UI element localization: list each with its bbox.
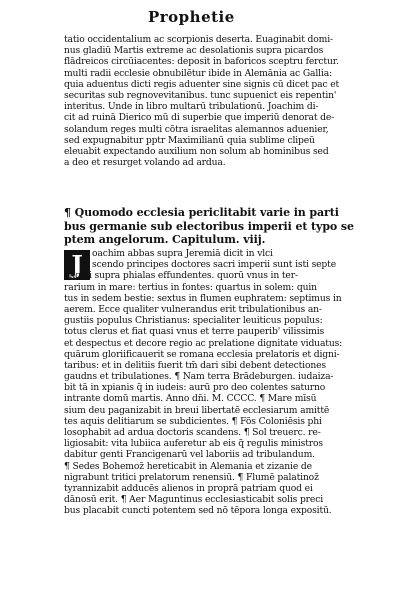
text-line: sed expugnabitur pptr Maximilianū quia sublime clipeū	[64, 134, 315, 146]
text-line: securitas sub regnovevitanibus. tunc supuenict eis repentin'	[64, 89, 337, 101]
text-line: ligiosabit: vita lubiica auferetur ab eis q̄ regulis ministros	[64, 438, 323, 450]
text-line: flādreicos circūiacentes: deposit in baforicos sceptru ferctur.	[64, 56, 339, 68]
text-line: tatio occidentalium ac scorpionis deserta. Euaginabit domi-	[64, 34, 333, 45]
text-line: angeli supra phialas effundentes. quorū vnus in ter-	[64, 270, 298, 282]
text-line: interitus. Unde in libro multarū tribulationū. Joachim di-	[64, 101, 319, 113]
upper-text-block	[64, 34, 364, 168]
text-line: bus placabit cuncti potentem sed nō tēpora longa expositū.	[64, 505, 332, 517]
chapter-heading	[64, 206, 364, 247]
text-line: eleuabit expectando auxilium non solum ab hominibus sed	[64, 145, 329, 157]
text-line: ¶ Sedes Bohemoz̄ hereticabit in Alemania et zizanie de	[64, 460, 312, 472]
text-line: cit ad ruinā Dierico mū di superbie que imperiū denorat de-	[64, 112, 335, 124]
text-line: solandum reges multi cōtra israelitas alemannos aduenier,	[64, 123, 329, 135]
text-line: gaudns et tribulationes. ¶ Nam terra Brādeburgen. iudaiza-	[64, 371, 334, 383]
running-head: Prophetie	[148, 8, 235, 26]
text-line: intrante domū martis. Anno dn̄i. M. CCCC. ¶ Mare mīsū	[64, 393, 317, 405]
text-line: taribus: et in delitiis fuerit tm̄ dari sibi debent detectiones	[64, 359, 326, 371]
text-line: tyrannizabit adducēs alienos in proprā patriam quod ei	[64, 482, 313, 494]
text-line: quia aduentus dicti regis aduenter sine signis cū dicet pac et	[64, 78, 340, 90]
text-line: multi radii ecclesie obnubilētur ibide in Alemānia ac Gallia:	[64, 67, 332, 79]
text-line: aerem. Ecce qualiter vulnerandus erit tribulationibus an-	[64, 303, 322, 315]
text-line: et despectus et decore regio ac prelatione dignitate viduatus:	[64, 337, 343, 349]
text-line: sium deu paganizabit in breui libertatē ecclesiarum amittē	[64, 404, 330, 416]
text-line: bit tā in xpianis q̄ in iudeis: aurū pro deo colentes saturno	[64, 382, 326, 394]
text-line: dānosū erit. ¶ Aer Maguntinus ecclesiasticabit solis preci	[64, 494, 323, 506]
text-line: tes aquis delitiarum se subdicientes. ¶ Fōs Coloniēsis phi	[64, 415, 322, 427]
text-line: nigrabunt tritici prelatorum renensiū. ¶ Flumē palatinoz̄	[64, 471, 319, 483]
body-text-block	[64, 248, 364, 517]
text-line: losophabit ad ardua doctoris scandens. ¶ Sol treuerc. re-	[64, 427, 321, 438]
heading-line: ptem angelorum. Capitulum. viij.	[64, 233, 266, 246]
text-line: rarium in mare: tertius in fontes: quartus in solem: quin	[64, 281, 317, 293]
heading-line: bus germanie sub electoribus imperii et typo se	[64, 219, 354, 233]
text-line: tus in sedem bestie: sextus in flumen euphratem: septimus in	[64, 292, 342, 304]
text-line: scendo principes doctores sacri imperii sunt isti septe	[92, 259, 336, 271]
text-line: a deo et resurget volando ad ardua.	[64, 157, 226, 169]
heading-line: ¶ Quomodo ecclesia periclitabit varie in parti	[64, 206, 339, 219]
text-line: nus gladiū Martis extreme ac desolationis supra picardos	[64, 45, 324, 57]
text-line: totus clerus et fiat quasi vnus et terre pauperib' vilissimis	[64, 326, 325, 338]
text-line: dabitur genti Francigenarū vel laboriis ad tribulandum.	[64, 449, 315, 461]
text-line: oachim abbas supra Jeremiā dicit in vlci	[92, 248, 273, 259]
decorated-initial: J	[64, 250, 90, 280]
text-line: quārum gloriificauerit se romana ecclesia prelatoris et digni-	[64, 348, 340, 360]
text-line: gustiis populus Christianus: specialiter leuiticus populus:	[64, 315, 323, 327]
